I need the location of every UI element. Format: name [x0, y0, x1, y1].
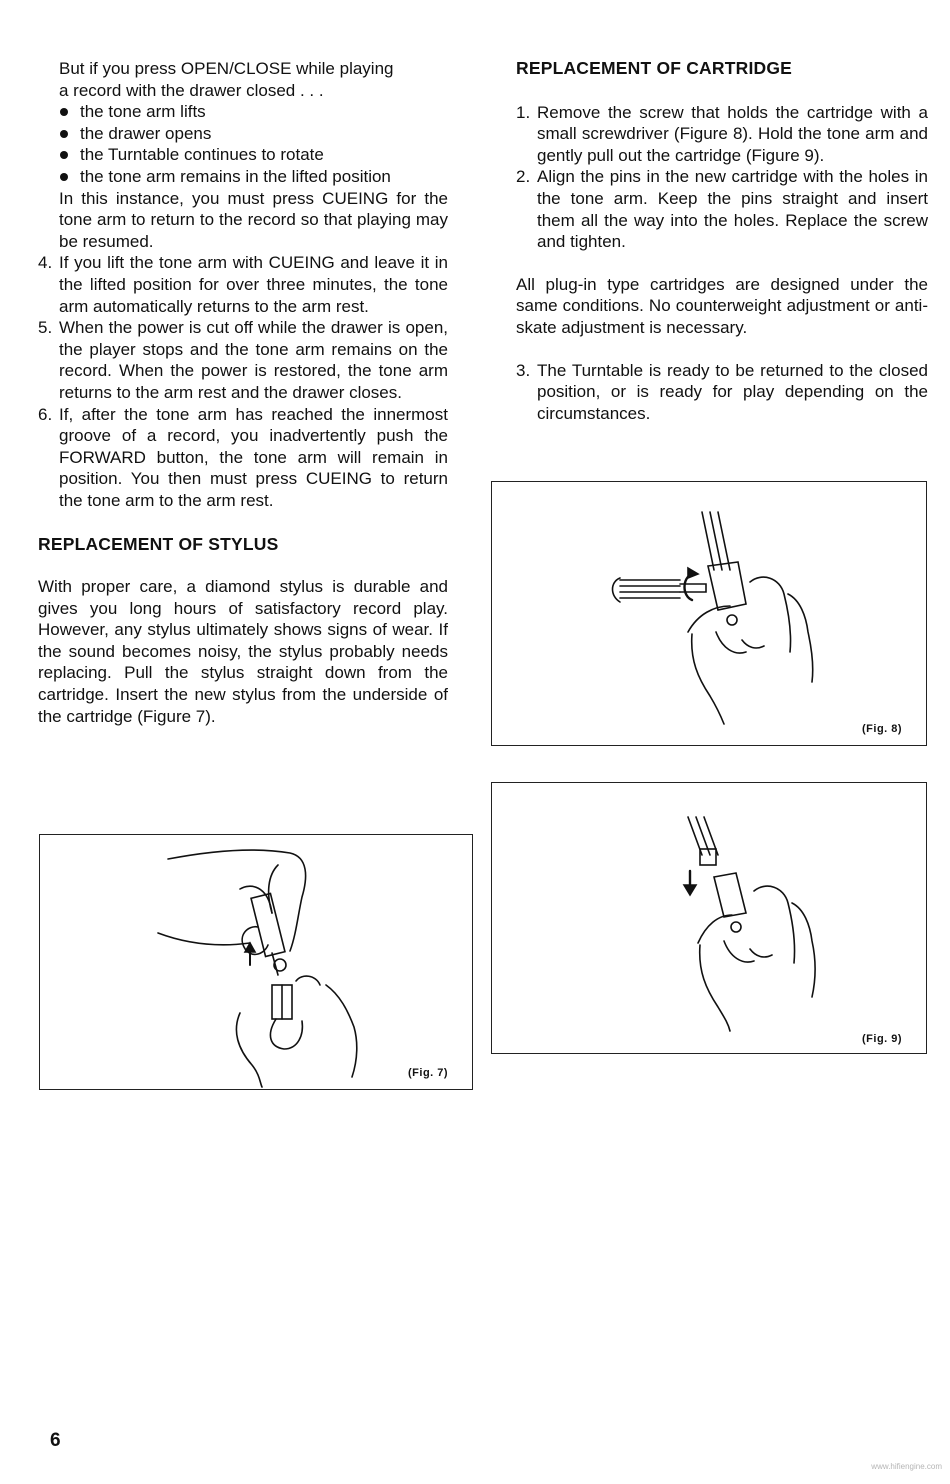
intro-line-2: a record with the drawer closed . . . [59, 80, 324, 100]
plug-in-note: All plug-in type cartridges are designed under the same conditions. No counterweight adjustment or anti-skate adjustment is necessary. [516, 274, 928, 337]
item-number: 3. [516, 360, 531, 380]
cartridge-screw-illustration [492, 482, 926, 745]
stylus-heading: REPLACEMENT OF STYLUS [38, 534, 279, 555]
bullet-item: the tone arm lifts [59, 101, 448, 123]
figure-9 [491, 782, 927, 1054]
item-number: 4. [38, 253, 53, 273]
cartridge-step-1 [516, 102, 928, 167]
item-number: 5. [38, 318, 53, 338]
item-number: 6. [38, 404, 53, 424]
page-number: 6 [50, 1430, 61, 1451]
item-number: 1. [516, 102, 531, 122]
item-text: If, after the tone arm has reached the innermost groove of a record, you inadvertently push the FORWARD button, the tone arm will remain in position. You then must press CUEING to return the tone arm to the arm rest. [59, 404, 448, 510]
item-text: When the power is cut off while the drawer is open, the player stops and the tone arm remains on the record. When the power is restored, the tone arm returns to the arm rest and the drawer closes. [59, 318, 448, 402]
item-number: 2. [516, 167, 531, 187]
stylus-replacement-illustration [40, 835, 472, 1089]
fig8-caption: (Fig. 8) [862, 723, 903, 735]
figure-8 [491, 481, 927, 746]
left-column [38, 58, 448, 727]
bullet-list [38, 101, 448, 187]
cartridge-heading: REPLACEMENT OF CARTRIDGE [516, 58, 793, 78]
numbered-item-5 [38, 317, 448, 403]
figure-7 [39, 834, 473, 1090]
item-text: The Turntable is ready to be returned to the closed position, or is ready for play depending on the circumstances. [537, 360, 928, 423]
cartridge-step-3 [516, 360, 928, 425]
fig9-caption: (Fig. 9) [862, 1033, 903, 1045]
fig7-caption: (Fig. 7) [408, 1067, 449, 1079]
item-text: If you lift the tone arm with CUEING and leave it in the lifted position for over three minutes, the tone arm automatically returns to the arm rest. [59, 253, 448, 316]
stylus-paragraph: With proper care, a diamond stylus is durable and gives you long hours of satisfactory record play. However, any stylus ultimately shows signs of wear. If the sound becomes noisy, the stylus probably needs replacing. Pull the stylus straight down from the cartridge. Insert the new stylus from the underside of the cartridge (Figure 7). [38, 577, 448, 726]
item-text: Align the pins in the new cartridge with the holes in the tone arm. Keep the pins straight and insert them all the way into the holes. Replace the screw and tighten. [537, 167, 928, 252]
numbered-item-4 [38, 252, 448, 317]
right-column [516, 58, 928, 424]
numbered-item-6 [38, 404, 448, 512]
cartridge-removal-illustration [492, 783, 926, 1053]
watermark: www.hifiengine.com [871, 1462, 942, 1472]
cueing-instruction: In this instance, you must press CUEING for the tone arm to return to the record so that playing may be resumed. [59, 188, 448, 251]
bullet-item: the Turntable continues to rotate [59, 144, 448, 166]
bullet-item: the tone arm remains in the lifted position [59, 166, 448, 188]
cartridge-step-2 [516, 166, 928, 252]
item-text: Remove the screw that holds the cartridge with a small screwdriver (Figure 8). Hold the tone arm and gently pull out the cartridge (Figure 9). [537, 102, 928, 165]
bullet-item: the drawer opens [59, 123, 448, 145]
intro-line-1: But if you press OPEN/CLOSE while playing [59, 59, 394, 78]
